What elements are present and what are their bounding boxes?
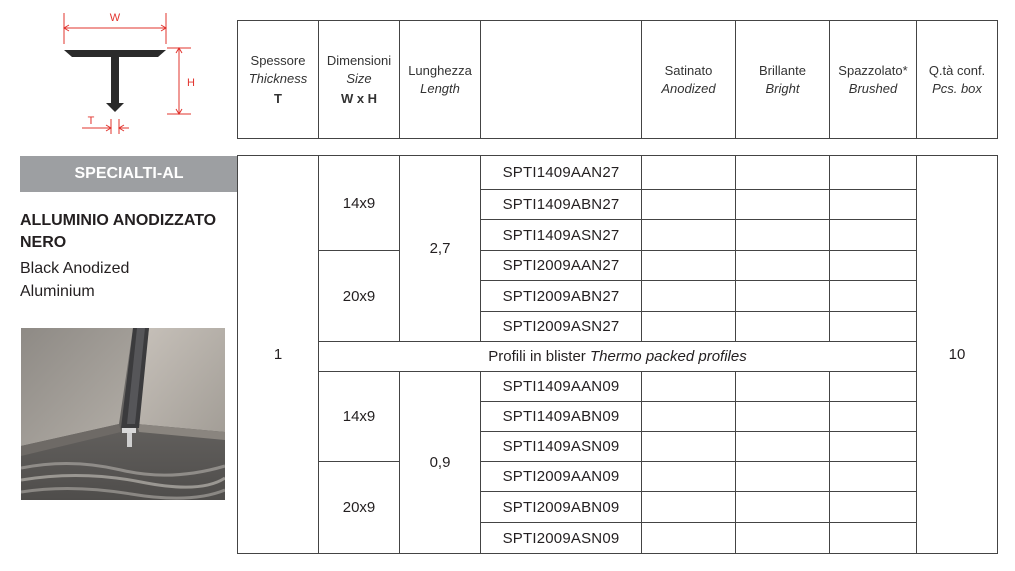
finish-cell-spazzolato [829,155,917,190]
product-code: SPTI2009ASN27 [480,311,642,342]
header-size-en: Size [346,70,372,86]
product-code: SPTI2009ABN27 [480,280,642,312]
header-size [318,20,400,139]
size-cell: 20x9 [318,250,400,342]
finish-cell-spazzolato [829,371,917,402]
header-satinato-it: Satinato [664,62,713,78]
finish-cell-brillante [735,280,830,312]
size-cell: 14x9 [318,155,400,251]
product-name-en-line1: Black Anodized [20,260,130,277]
header-pcs-box-it: Q.tà conf. [928,62,986,78]
header-thickness [237,20,319,139]
product-code: SPTI1409AAN09 [480,371,642,402]
product-code: SPTI2009AAN09 [480,461,642,492]
length-cell: 2,7 [399,155,481,342]
header-length-it: Lunghezza [408,62,472,78]
finish-cell-satinato [641,189,736,220]
finish-cell-satinato [641,311,736,342]
category-band: SPECIALTI-AL [20,156,238,192]
finish-cell-satinato [641,522,736,554]
header-code [480,20,642,139]
header-pcs-box [916,20,998,139]
product-code: SPTI1409ABN09 [480,401,642,432]
finish-cell-brillante [735,401,830,432]
finish-cell-spazzolato [829,461,917,492]
finish-cell-brillante [735,155,830,190]
product-code: SPTI1409AAN27 [480,155,642,190]
header-satinato-en: Anodized [661,80,716,96]
product-name-it-line2: NERO [20,234,67,251]
product-code: SPTI2009AAN27 [480,250,642,281]
finish-cell-spazzolato [829,219,917,251]
header-spazzolato-it: Spazzolato* [838,62,908,78]
finish-cell-satinato [641,155,736,190]
finish-cell-spazzolato [829,401,917,432]
finish-cell-brillante [735,189,830,220]
size-cell: 14x9 [318,371,400,462]
header-thickness-symbol: T [274,90,282,106]
finish-cell-brillante [735,250,830,281]
pcs-box-cell: 10 [916,155,998,554]
finish-cell-spazzolato [829,250,917,281]
product-name-it-line1: ALLUMINIO ANODIZZATO [20,212,217,229]
header-length [399,20,481,139]
finish-cell-brillante [735,461,830,492]
finish-cell-satinato [641,371,736,402]
finish-cell-satinato [641,219,736,251]
finish-cell-spazzolato [829,491,917,523]
header-brillante [735,20,830,139]
header-thickness-it: Spessore [250,52,306,68]
product-photo [21,328,225,500]
finish-cell-brillante [735,311,830,342]
finish-cell-brillante [735,431,830,462]
product-code: SPTI1409ASN27 [480,219,642,251]
product-name-it [20,210,235,254]
length-cell: 0,9 [399,371,481,554]
product-name-en [20,257,235,303]
finish-cell-satinato [641,491,736,523]
header-thickness-en: Thickness [248,70,308,86]
finish-cell-spazzolato [829,431,917,462]
product-code: SPTI2009ASN09 [480,522,642,554]
size-cell: 20x9 [318,461,400,554]
blister-note-it: Profili in blister [488,348,586,365]
product-name-en-line2: Aluminium [20,283,95,300]
width-label: W [109,12,121,24]
header-pcs-box-en: Pcs. box [932,80,982,96]
finish-cell-satinato [641,461,736,492]
thickness-cell: 1 [237,155,319,554]
header-size-symbol: W x H [340,90,378,106]
header-spazzolato-en: Brushed [848,80,898,96]
header-spazzolato [829,20,917,139]
header-size-it: Dimensioni [326,52,392,68]
product-code: SPTI1409ABN27 [480,189,642,220]
blister-note-en: Thermo packed profiles [589,348,747,365]
finish-cell-spazzolato [829,522,917,554]
finish-cell-satinato [641,250,736,281]
t-profile-diagram [55,8,205,138]
finish-cell-spazzolato [829,189,917,220]
product-code: SPTI2009ABN09 [480,491,642,523]
blister-note [318,341,917,372]
product-code: SPTI1409ASN09 [480,431,642,462]
finish-cell-spazzolato [829,280,917,312]
header-satinato [641,20,736,139]
finish-cell-brillante [735,371,830,402]
thickness-label: T [87,115,95,127]
height-label: H [187,77,195,89]
header-brillante-it: Brillante [759,62,806,78]
finish-cell-brillante [735,491,830,523]
finish-cell-brillante [735,219,830,251]
finish-cell-satinato [641,431,736,462]
finish-cell-brillante [735,522,830,554]
header-length-en: Length [420,80,460,96]
finish-cell-satinato [641,401,736,432]
finish-cell-spazzolato [829,311,917,342]
finish-cell-satinato [641,280,736,312]
header-brillante-en: Bright [765,80,800,96]
